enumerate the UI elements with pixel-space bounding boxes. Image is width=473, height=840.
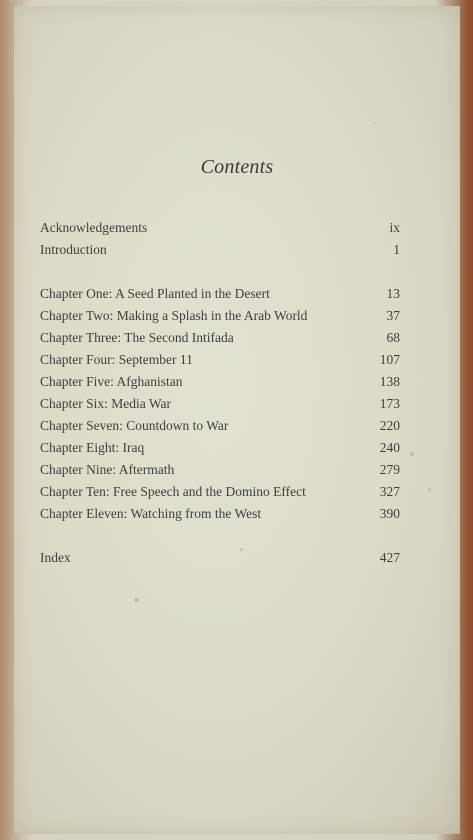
toc-entry-page: ix [389, 220, 400, 235]
toc-entry-page: 37 [386, 308, 400, 323]
toc-entry-page: 240 [379, 440, 400, 455]
toc-entry-chapter-1 [40, 284, 400, 304]
toc-entry-title: Acknowledgements [40, 220, 148, 235]
toc-entry-page: 327 [379, 484, 400, 499]
toc-entry-title: Chapter Two: Making a Splash in the Arab World [40, 308, 308, 323]
toc-entry-introduction [40, 240, 400, 260]
toc-entry-chapter-10 [40, 482, 400, 502]
toc-entry-title: Chapter Three: The Second Intifada [40, 330, 234, 345]
toc-entry-title: Chapter Eleven: Watching from the West [40, 506, 262, 521]
paper-speck [410, 452, 414, 456]
paper-speck [428, 488, 431, 491]
toc-entry-title: Chapter Seven: Countdown to War [40, 418, 229, 433]
toc-entry-index [40, 548, 400, 568]
toc-entry-page: 390 [379, 506, 400, 521]
toc-entry-chapter-4 [40, 350, 400, 370]
toc-entry-title: Chapter Four: September 11 [40, 352, 193, 367]
toc-entry-page: 1 [393, 242, 400, 257]
toc-entry-chapter-2 [40, 306, 400, 326]
toc-entry-chapter-3 [40, 328, 400, 348]
toc-entry-page: 279 [379, 462, 400, 477]
toc-entry-chapter-6 [40, 394, 400, 414]
toc-entry-title: Chapter Nine: Aftermath [40, 462, 175, 477]
page-title: Contents [200, 156, 274, 178]
paper-speck [240, 548, 243, 551]
toc-entry-chapter-8 [40, 438, 400, 458]
toc-entry-title: Chapter One: A Seed Planted in the Desert [40, 286, 270, 301]
toc-entry-title: Chapter Five: Afghanistan [40, 374, 183, 389]
toc-entry-title: Chapter Six: Media War [40, 396, 172, 411]
toc-entry-page: 173 [379, 396, 400, 411]
toc-entry-page: 13 [386, 286, 400, 301]
toc-entry-title: Chapter Eight: Iraq [40, 440, 145, 455]
toc-entry-page: 220 [379, 418, 400, 433]
toc-entry-page: 107 [379, 352, 400, 367]
toc-entry-page: 68 [386, 330, 400, 345]
toc-entry-page: 138 [379, 374, 400, 389]
toc-entry-chapter-7 [40, 416, 400, 436]
paper-speck [134, 598, 139, 602]
toc-entry-chapter-5 [40, 372, 400, 392]
page-edge-shadow [459, 0, 473, 840]
paper-speck [374, 122, 376, 124]
contents-page [14, 6, 460, 834]
toc-entry-acknowledgements [40, 218, 400, 238]
toc-entry-chapter-9 [40, 460, 400, 480]
toc-entry-title: Introduction [40, 242, 107, 257]
toc-entry-page: 427 [379, 550, 400, 565]
toc-entry-title: Chapter Ten: Free Speech and the Domino Effect [40, 484, 306, 499]
toc-entry-title: Index [40, 550, 71, 565]
toc-entry-chapter-11 [40, 504, 400, 524]
